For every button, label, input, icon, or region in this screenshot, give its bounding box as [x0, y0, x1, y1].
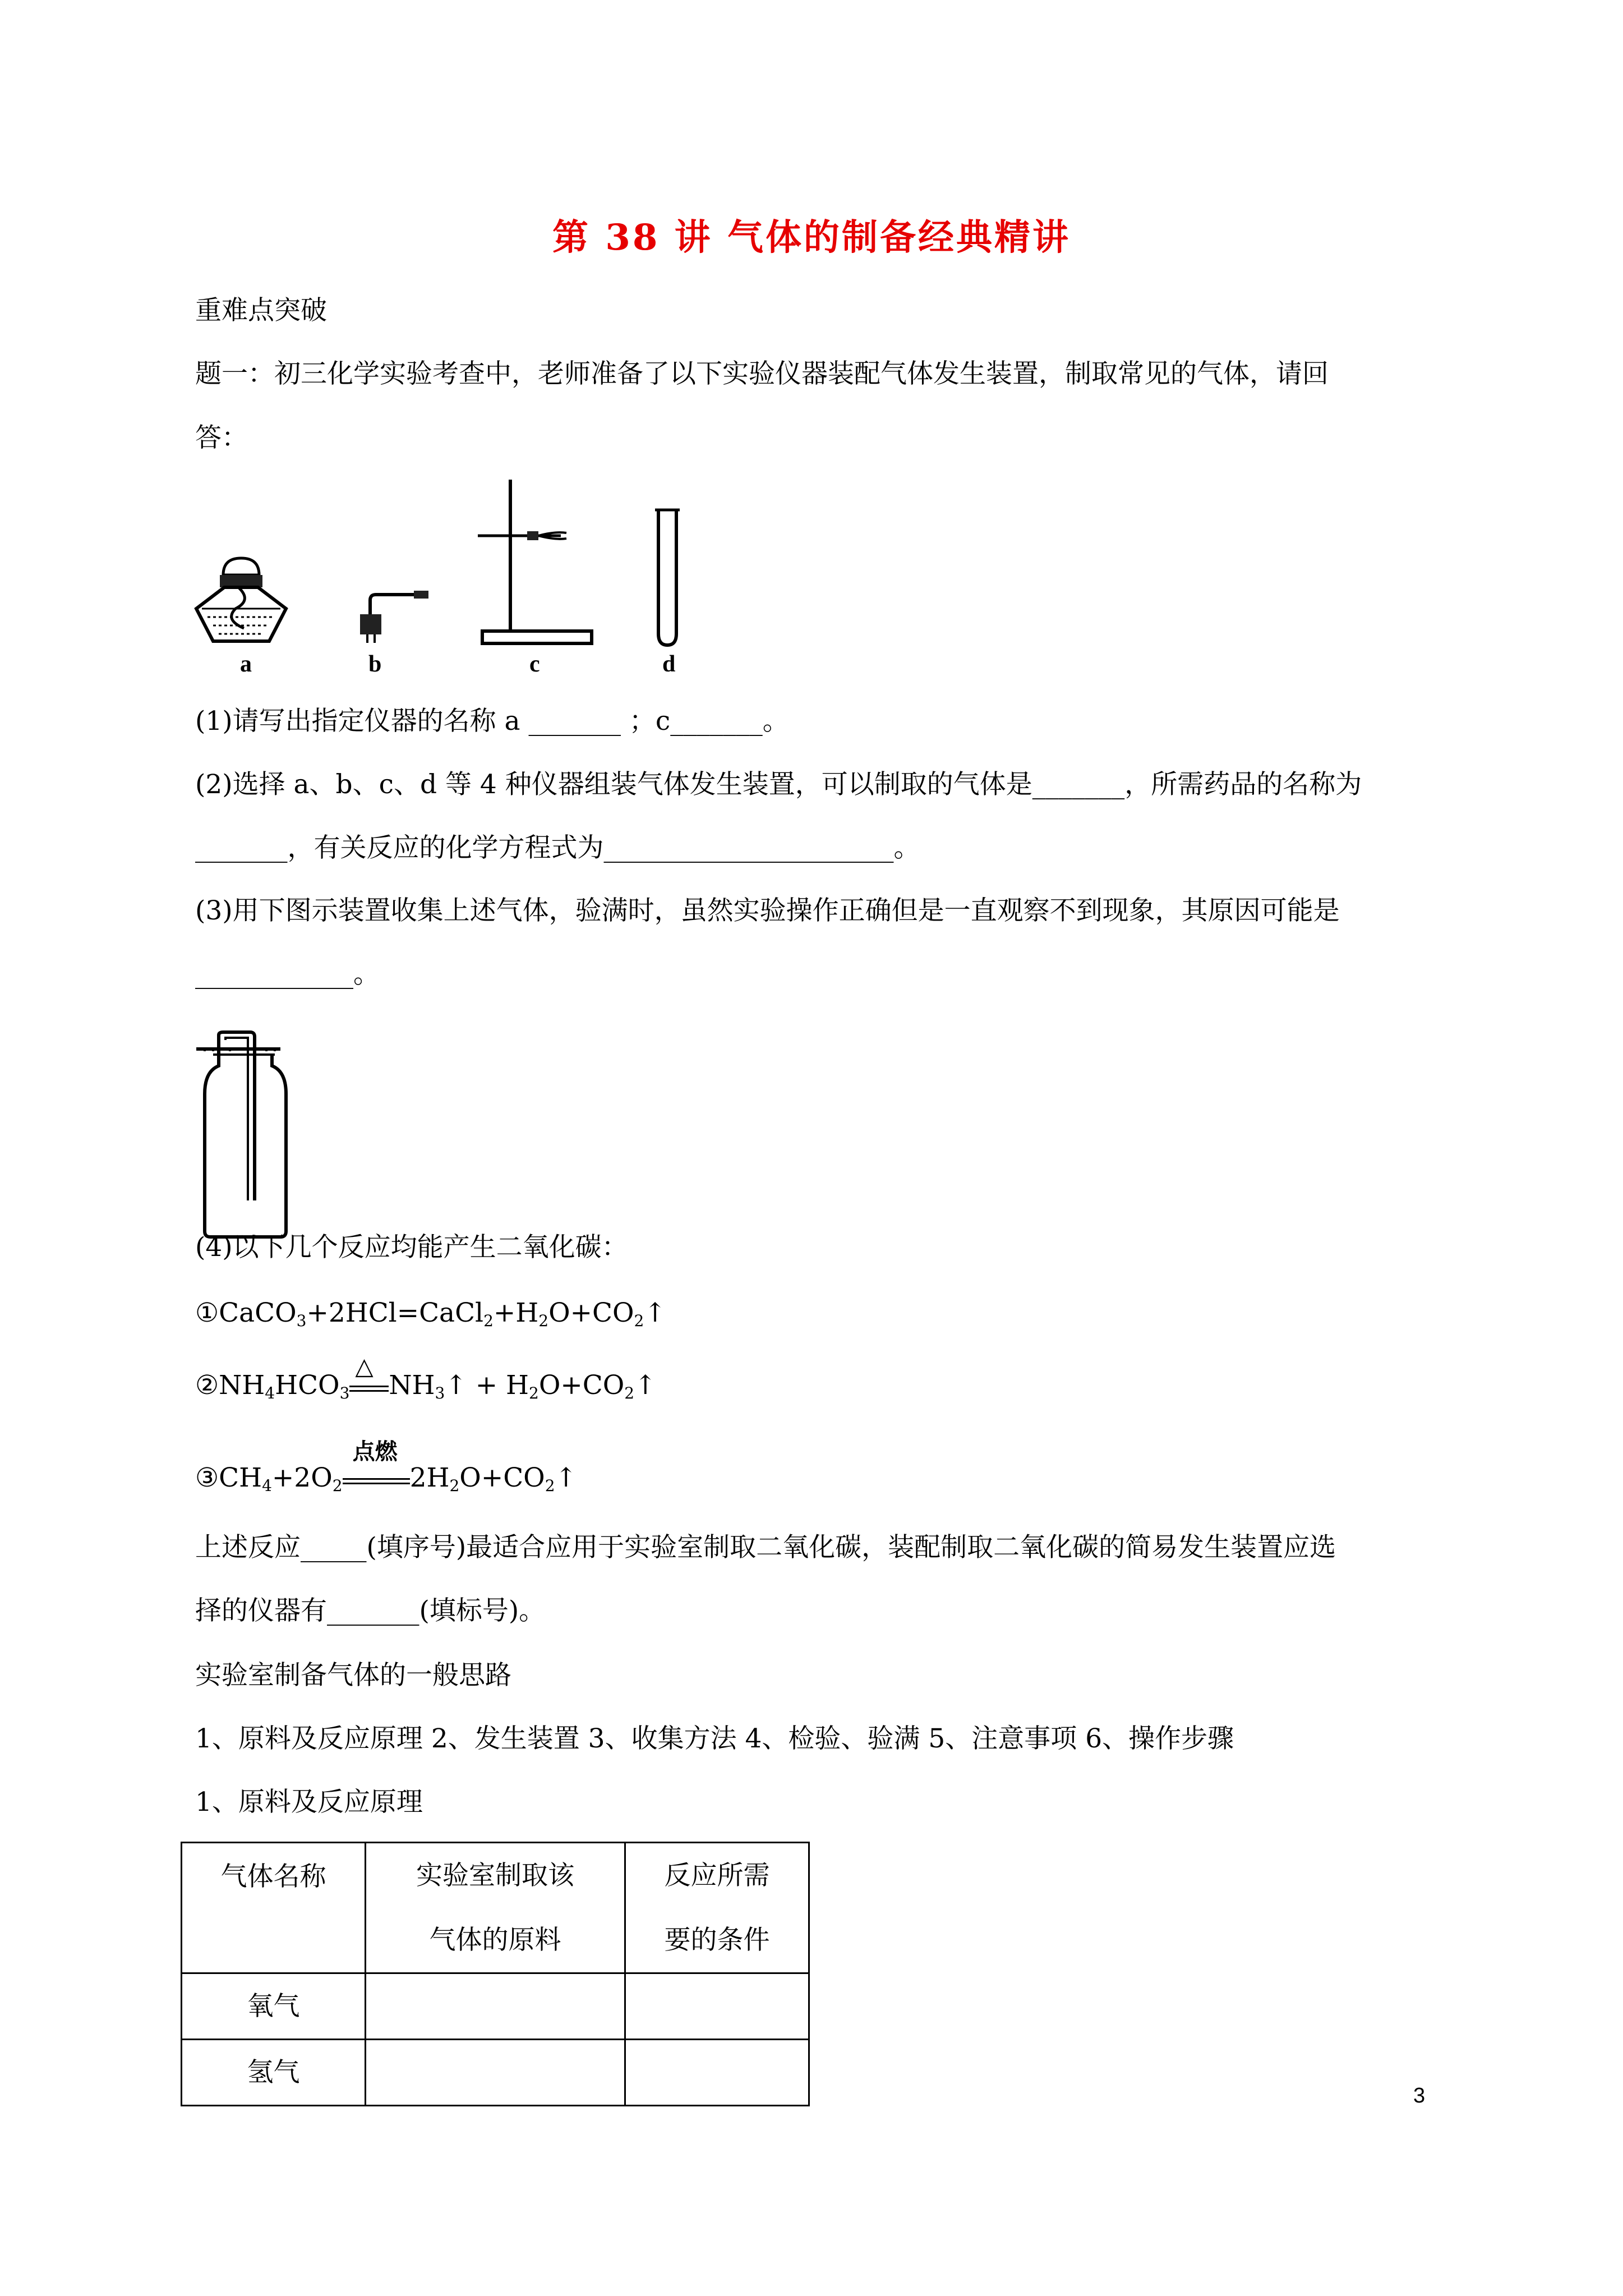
question-1-part-4: (4)以下几个反应均能产生二氧化碳： [195, 1232, 628, 1263]
page-title: 第 38 讲 气体的制备经典精讲 [552, 217, 1071, 259]
gas-up-arrow-icon: ↑ [445, 1370, 467, 1401]
header-cell: 气体名称 [182, 1843, 366, 1973]
ignition-condition: 点燃 [352, 1439, 398, 1465]
equation-2: $②NH_4HCO_3$ △ $NH_3↑$ + $H_2O+CO_2↑$ [195, 1352, 657, 1402]
iron-stand-diagram [477, 480, 597, 648]
equation-1: $①CaCO_3+2HCl=CaCl_2+H_2O+CO_2↑$ [195, 1297, 666, 1330]
question-1-part-3-cont: ____________。 [195, 959, 380, 990]
question-1-part-2-cont: _______，有关反应的化学方程式为______________________。 [195, 832, 920, 863]
question-1-after-cont: 择的仪器有_______(填标号)。 [195, 1595, 546, 1626]
question-1-part-3: (3)用下图示装置收集上述气体，验满时，虽然实验操作正确但是一直观察不到现象，其原因可能是 [195, 895, 1340, 926]
stopper-tube-diagram [353, 589, 432, 645]
table-cell: 氧气 [182, 1973, 366, 2040]
gas-up-arrow-icon: ↑ [555, 1462, 577, 1493]
gas-up-arrow-icon: ↑ [634, 1370, 657, 1401]
header-cell: 反应所需 要的条件 [625, 1843, 809, 1973]
gas-materials-table [181, 1842, 810, 2106]
question-1-part-1: (1)请写出指定仪器的名称 a _______ ；c_______。 [195, 706, 789, 737]
alcohol-lamp-diagram [191, 547, 292, 648]
label-a: a [240, 651, 252, 677]
heat-condition: △ [355, 1352, 374, 1380]
general-heading: 实验室制备气体的一般思路 [195, 1660, 511, 1691]
gas-up-arrow-icon: ↑ [644, 1297, 666, 1328]
page-number: 3 [1413, 2084, 1426, 2108]
table-row [182, 2040, 809, 2106]
gas-collecting-bottle-diagram [196, 1032, 297, 1240]
label-d: d [662, 651, 676, 677]
table-cell [366, 2040, 625, 2106]
test-tube-diagram [651, 508, 684, 648]
question-1-after: 上述反应_____(填序号)最适合应用于实验室制取二氧化碳，装配制取二氧化碳的简易发生装置应选 [195, 1532, 1336, 1563]
table-cell [625, 2040, 809, 2106]
steps-line: 1、原料及反应原理 2、发生装置 3、收集方法 4、检验、验满 5、注意事项 6、操作步骤 [195, 1723, 1234, 1754]
subheading-1: 1、原料及反应原理 [195, 1787, 423, 1818]
table-row [182, 1973, 809, 2040]
table-cell [366, 1973, 625, 2040]
label-c: c [529, 651, 540, 677]
section-heading: 重难点突破 [195, 295, 327, 326]
equation-3: $③CH_4+2O_2$ 点燃 $2H_2O+CO_2↑$ [195, 1439, 577, 1495]
table-header-row [182, 1843, 809, 1973]
question-1-part-2: (2)选择 a、b、c、d 等 4 种仪器组装气体发生装置，可以制取的气体是_______，所需药品的名称为 [195, 769, 1362, 800]
header-cell: 实验室制取该 气体的原料 [366, 1843, 625, 1973]
question-1-stem: 题一：初三化学实验考查中，老师准备了以下实验仪器装配气体发生装置，制取常见的气体，请回 [195, 358, 1329, 389]
table-cell [625, 1973, 809, 2040]
question-1-stem-cont: 答： [195, 422, 248, 453]
table-cell: 氢气 [182, 2040, 366, 2106]
label-b: b [368, 651, 382, 677]
